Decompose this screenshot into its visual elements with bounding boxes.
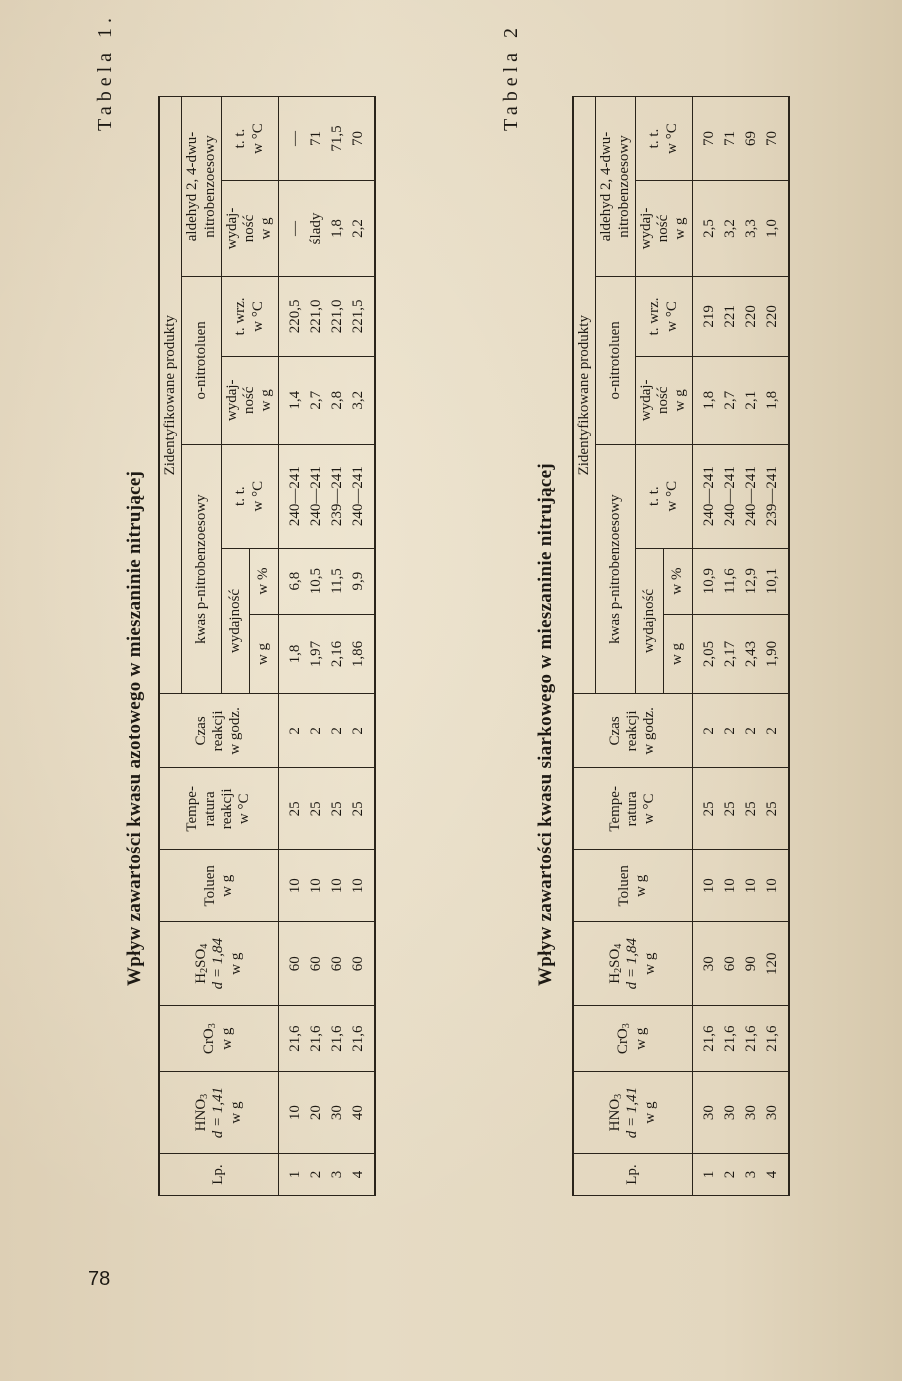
header-text: t. t. [232, 128, 249, 149]
table-cell: 71,5 [327, 97, 348, 181]
table-cell: 3 [327, 1154, 348, 1196]
header-text: w °C [663, 301, 680, 332]
header-text: Toluen [615, 865, 632, 907]
col-group-kwas: kwas p-nitrobenzoesowy [596, 444, 636, 694]
header-text: ność [241, 386, 257, 415]
table2-title: Wpływ zawartości kwasu siarkowego w mieszaninie nitrującej [535, 463, 556, 986]
table-cell: — [278, 97, 306, 181]
header-text: H [192, 972, 209, 984]
table-cell: 2 [720, 694, 741, 768]
table-cell: 70 [692, 97, 720, 181]
table-cell: 10,9 [692, 548, 720, 614]
header-text: aldehyd 2, 4-dwu- [598, 131, 615, 242]
table-cell: 21,6 [327, 1006, 348, 1072]
header-text: ratura [201, 791, 218, 827]
col-hno3 [573, 1072, 692, 1154]
table-cell: 4 [348, 1154, 374, 1196]
table-cell: 2 [327, 694, 348, 768]
col-al-tt [221, 97, 278, 181]
table-cell: 1 [692, 1154, 720, 1196]
table-cell: 120 [762, 922, 788, 1006]
header-text: w °C [641, 793, 658, 825]
table-cell: 2 [306, 694, 327, 768]
table-cell: 10 [741, 850, 762, 922]
table-cell: 10 [348, 850, 374, 922]
header-text: 4 [198, 943, 210, 949]
table-cell: 1,0 [762, 181, 788, 277]
header-text: t. wrz. [646, 297, 663, 336]
table-cell: 70 [762, 97, 788, 181]
header-text: w g [258, 217, 275, 240]
table-cell: 90 [741, 922, 762, 1006]
table-cell: 25 [692, 768, 720, 850]
table-cell: 221,5 [348, 276, 374, 356]
col-group-onitro: o-nitrotoluen [596, 276, 636, 444]
table-cell: 10,5 [306, 548, 327, 614]
table-row [762, 97, 788, 1196]
header-text: w g [218, 1027, 235, 1050]
header-text: w g [218, 874, 235, 897]
table-cell: 6,8 [278, 548, 306, 614]
table-cell: 60 [306, 922, 327, 1006]
table-cell: 30 [692, 922, 720, 1006]
table-cell: 25 [306, 768, 327, 850]
header-text: w godz. [227, 707, 244, 755]
table-row [348, 97, 374, 1196]
table1 [158, 96, 376, 1196]
table-cell: 2,1 [741, 356, 762, 444]
table-cell: 2,16 [327, 614, 348, 694]
table-cell: 21,6 [741, 1006, 762, 1072]
table-cell: 220,5 [278, 276, 306, 356]
col-cro3 [159, 1006, 278, 1072]
table-cell: 2,43 [741, 614, 762, 694]
header-text: w g [258, 389, 275, 412]
header-text: ność [655, 386, 671, 415]
col-wydajnosc: wydajność [221, 548, 249, 694]
table-cell: 239—241 [327, 444, 348, 548]
table-cell: 240—241 [741, 444, 762, 548]
col-on-wyd [635, 356, 692, 444]
col-lp: Lp. [159, 1154, 278, 1196]
header-text: wydaj- [637, 207, 654, 250]
table-cell: 3,2 [348, 356, 374, 444]
header-text: 2 [198, 967, 210, 973]
table-cell: 3,2 [720, 181, 741, 277]
header-text: 3 [198, 1093, 210, 1099]
table-row [741, 97, 762, 1196]
header-text: 3 [612, 1093, 624, 1099]
header-text: w g [227, 952, 244, 975]
header-text: t. t. [646, 486, 663, 506]
table-cell: 25 [348, 768, 374, 850]
table-cell: 25 [741, 768, 762, 850]
header-text: w g [641, 952, 658, 975]
header-text: w g [227, 1101, 244, 1124]
table-cell: 4 [762, 1154, 788, 1196]
table-row [278, 97, 306, 1196]
col-h2so4 [573, 922, 692, 1006]
table-cell: 11,5 [327, 548, 348, 614]
table-cell: 3 [741, 1154, 762, 1196]
table-cell: 10,1 [762, 548, 788, 614]
table-cell: 2,17 [720, 614, 741, 694]
table-cell: 1,8 [692, 356, 720, 444]
table-cell: 240—241 [306, 444, 327, 548]
table-cell: ślady [306, 181, 327, 277]
col-cro3 [573, 1006, 692, 1072]
table-cell: 25 [278, 768, 306, 850]
col-on-twrz [635, 276, 692, 356]
col-lp: Lp. [573, 1154, 692, 1196]
header-text: w g [672, 389, 689, 412]
table-cell: — [278, 181, 306, 277]
col-temp [159, 768, 278, 850]
table-cell: 2 [741, 694, 762, 768]
header-text: 3 [207, 1023, 219, 1029]
table-cell: 21,6 [692, 1006, 720, 1072]
table-cell: 60 [720, 922, 741, 1006]
table-cell: 10 [306, 850, 327, 922]
header-text: t. t. [232, 486, 249, 506]
table-cell: 60 [278, 922, 306, 1006]
col-group-products: Zidentyfikowane produkty [573, 97, 596, 694]
table-cell: 1,86 [348, 614, 374, 694]
header-text: w g [632, 1027, 649, 1050]
col-kw-g: w g [250, 614, 278, 694]
table-cell: 10 [327, 850, 348, 922]
col-kw-tt [221, 444, 278, 548]
table-cell: 2 [720, 1154, 741, 1196]
table-cell: 40 [348, 1072, 374, 1154]
header-text: d = 1,84 [624, 938, 641, 990]
table-cell: 221,0 [327, 276, 348, 356]
table2 [572, 96, 790, 1196]
table-cell: 2 [692, 694, 720, 768]
table-cell: 21,6 [720, 1006, 741, 1072]
table-row [720, 97, 741, 1196]
col-toluen [159, 850, 278, 922]
col-group-onitro: o-nitrotoluen [182, 276, 222, 444]
header-text: w g [632, 874, 649, 897]
header-text: w g [641, 1101, 658, 1124]
table-cell: 25 [327, 768, 348, 850]
table-cell: 30 [327, 1072, 348, 1154]
col-al-wyd [221, 181, 278, 277]
header-text: Tempe- [606, 786, 623, 832]
table-cell: 220 [762, 276, 788, 356]
table-cell: 10 [278, 1072, 306, 1154]
table-cell: 239—241 [762, 444, 788, 548]
table-cell: 30 [741, 1072, 762, 1154]
table-cell: 9,9 [348, 548, 374, 614]
col-al-wyd [635, 181, 692, 277]
header-text: w °C [249, 123, 266, 154]
table-cell: 21,6 [306, 1006, 327, 1072]
table-cell: 2,05 [692, 614, 720, 694]
table-cell: 220 [741, 276, 762, 356]
table-cell: 2 [278, 694, 306, 768]
header-text: CrO [201, 1028, 218, 1055]
table1-label: Tabela 1. [94, 12, 116, 131]
table-cell: 21,6 [348, 1006, 374, 1072]
header-text: d = 1,41 [210, 1086, 227, 1139]
header-text: SO [606, 948, 623, 968]
table-cell: 10 [692, 850, 720, 922]
header-text: d = 1,84 [210, 938, 227, 990]
header-text: Czas [606, 716, 623, 746]
table-cell: 60 [348, 922, 374, 1006]
header-text: ność [241, 214, 257, 243]
header-text: SO [192, 948, 209, 968]
page-number: 78 [88, 1268, 111, 1290]
header-text: reakcji [210, 710, 227, 752]
table-cell: 25 [762, 768, 788, 850]
header-text: w °C [236, 793, 252, 825]
header-text: nitrobenzoesowy [201, 135, 218, 238]
table-cell: 2,5 [692, 181, 720, 277]
header-text: nitrobenzoesowy [615, 135, 632, 238]
col-hno3 [159, 1072, 278, 1154]
header-text: aldehyd 2, 4-dwu- [184, 131, 201, 242]
table-cell: 2 [306, 1154, 327, 1196]
table-cell: 221 [720, 276, 741, 356]
header-text: 4 [612, 943, 624, 949]
header-text: d = 1,41 [624, 1086, 641, 1139]
header-text: t. wrz. [232, 297, 249, 336]
header-text: HNO [606, 1098, 623, 1132]
header-text: wydaj- [223, 379, 240, 422]
col-kw-g: w g [664, 614, 692, 694]
table-cell: 240—241 [720, 444, 741, 548]
header-text: w °C [249, 301, 266, 332]
table-cell: 1,8 [278, 614, 306, 694]
table-cell: 71 [306, 97, 327, 181]
table-row [327, 97, 348, 1196]
table-cell: 10 [762, 850, 788, 922]
table-row [306, 97, 327, 1196]
col-kw-pct: w % [250, 548, 278, 614]
col-toluen [573, 850, 692, 922]
table-cell: 2,7 [306, 356, 327, 444]
col-temp [573, 768, 692, 850]
col-al-tt [635, 97, 692, 181]
table-cell: 1,4 [278, 356, 306, 444]
table-cell: 21,6 [762, 1006, 788, 1072]
table-cell: 10 [278, 850, 306, 922]
header-text: CrO [615, 1028, 632, 1055]
table-cell: 2,7 [720, 356, 741, 444]
table-cell: 219 [692, 276, 720, 356]
col-kw-tt [635, 444, 692, 548]
header-text: ność [655, 214, 671, 243]
table-cell: 69 [741, 97, 762, 181]
table-cell: 60 [327, 922, 348, 1006]
table-cell: 2 [762, 694, 788, 768]
table-cell: 1,8 [762, 356, 788, 444]
table-cell: 70 [348, 97, 374, 181]
table-row [692, 97, 720, 1196]
header-text: wydaj- [223, 207, 240, 250]
header-text: Czas [192, 716, 209, 746]
col-group-products: Zidentyfikowane produkty [159, 97, 182, 694]
table-cell: 240—241 [692, 444, 720, 548]
col-group-kwas: kwas p-nitrobenzoesowy [182, 444, 222, 694]
header-text: w g [672, 217, 689, 240]
header-text: w °C [663, 123, 680, 154]
header-text: H [606, 972, 623, 984]
header-text: 3 [621, 1023, 633, 1029]
header-text: t. t. [646, 128, 663, 149]
table-cell: 30 [720, 1072, 741, 1154]
table-cell: 1 [278, 1154, 306, 1196]
table-cell: 20 [306, 1072, 327, 1154]
table-cell: 25 [720, 768, 741, 850]
col-on-twrz [221, 276, 278, 356]
col-group-aldehyd [596, 97, 636, 277]
header-text: reakcji [624, 710, 641, 752]
table-cell: 2,8 [327, 356, 348, 444]
header-text: w °C [249, 480, 266, 512]
col-group-aldehyd [182, 97, 222, 277]
table-cell: 11,6 [720, 548, 741, 614]
table-cell: 21,6 [278, 1006, 306, 1072]
table-cell: 240—241 [278, 444, 306, 548]
table-cell: 30 [692, 1072, 720, 1154]
header-text: HNO [192, 1098, 209, 1132]
table-cell: 71 [720, 97, 741, 181]
header-text: 2 [612, 967, 624, 973]
table-cell: 30 [762, 1072, 788, 1154]
table-cell: 1,8 [327, 181, 348, 277]
table2-label: Tabela 2 [500, 22, 522, 131]
table-cell: 12,9 [741, 548, 762, 614]
col-wydajnosc: wydajność [635, 548, 663, 694]
table-cell: 2,2 [348, 181, 374, 277]
header-text: w °C [663, 480, 680, 512]
col-on-wyd [221, 356, 278, 444]
table1-title: Wpływ zawartości kwasu azotowego w mieszaninie nitrującej [124, 470, 145, 986]
table-cell: 1,97 [306, 614, 327, 694]
table-cell: 1,90 [762, 614, 788, 694]
header-text: Tempe- [184, 786, 201, 832]
header-text: ratura [624, 791, 641, 827]
table-cell: 221,0 [306, 276, 327, 356]
header-text: w godz. [641, 707, 658, 755]
col-kw-pct: w % [664, 548, 692, 614]
table-cell: 3,3 [741, 181, 762, 277]
col-czas [159, 694, 278, 768]
col-czas [573, 694, 692, 768]
header-text: Toluen [201, 865, 218, 907]
table-cell: 2 [348, 694, 374, 768]
col-h2so4 [159, 922, 278, 1006]
table-cell: 10 [720, 850, 741, 922]
header-text: reakcji [218, 788, 235, 830]
header-text: wydaj- [637, 379, 654, 422]
table-cell: 240—241 [348, 444, 374, 548]
